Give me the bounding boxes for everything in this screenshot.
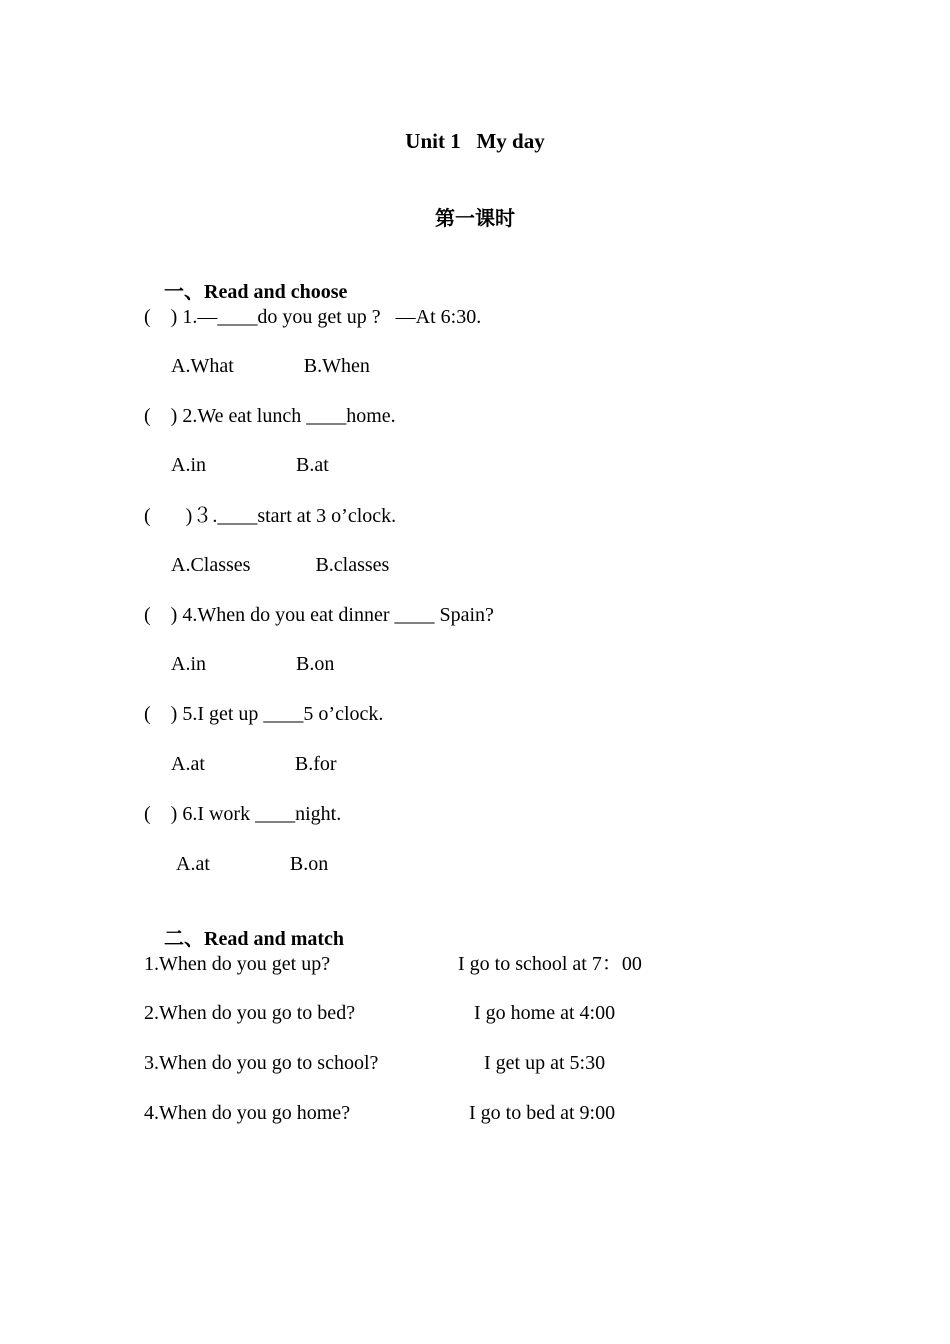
question-stem: ( ) 1.—____do you get up ? —At 6:30.: [144, 306, 482, 328]
match-question: 2.When do you go to bed?: [144, 1002, 356, 1024]
section1-title: Read and choose: [204, 281, 348, 303]
question-stem: ( ) 5.I get up ____5 o’clock.: [144, 703, 384, 725]
match-answer: I go home at 4:00: [474, 1002, 616, 1024]
match-answer: I go to school at 7：00: [458, 953, 642, 975]
match-answer: I get up at 5:30: [484, 1052, 606, 1074]
question-options: A.What B.When: [171, 355, 370, 377]
match-question: 3.When do you go to school?: [144, 1052, 379, 1074]
match-answer: I go to bed at 9:00: [469, 1102, 616, 1124]
page-title: Unit 1 My day: [405, 129, 545, 153]
lesson-subtitle: 第一课时: [435, 206, 515, 230]
question-stem: ( ) 6.I work ____night.: [144, 803, 342, 825]
section2-title: Read and match: [204, 928, 345, 950]
match-question: 4.When do you go home?: [144, 1102, 351, 1124]
question-stem: ( )３.____start at 3 o’clock.: [144, 505, 397, 527]
match-question: 1.When do you get up?: [144, 953, 331, 975]
question-options: A.in B.at: [171, 454, 329, 476]
question-options: A.at B.for: [171, 753, 337, 775]
question-stem: ( ) 4.When do you eat dinner ____ Spain?: [144, 604, 494, 626]
question-options: A.in B.on: [171, 653, 335, 675]
section1-number: 一、: [164, 279, 204, 303]
question-options: A.Classes B.classes: [171, 554, 390, 576]
question-stem: ( ) 2.We eat lunch ____home.: [144, 405, 396, 427]
question-options: A.at B.on: [176, 853, 329, 875]
section2-number: 二、: [164, 926, 204, 950]
